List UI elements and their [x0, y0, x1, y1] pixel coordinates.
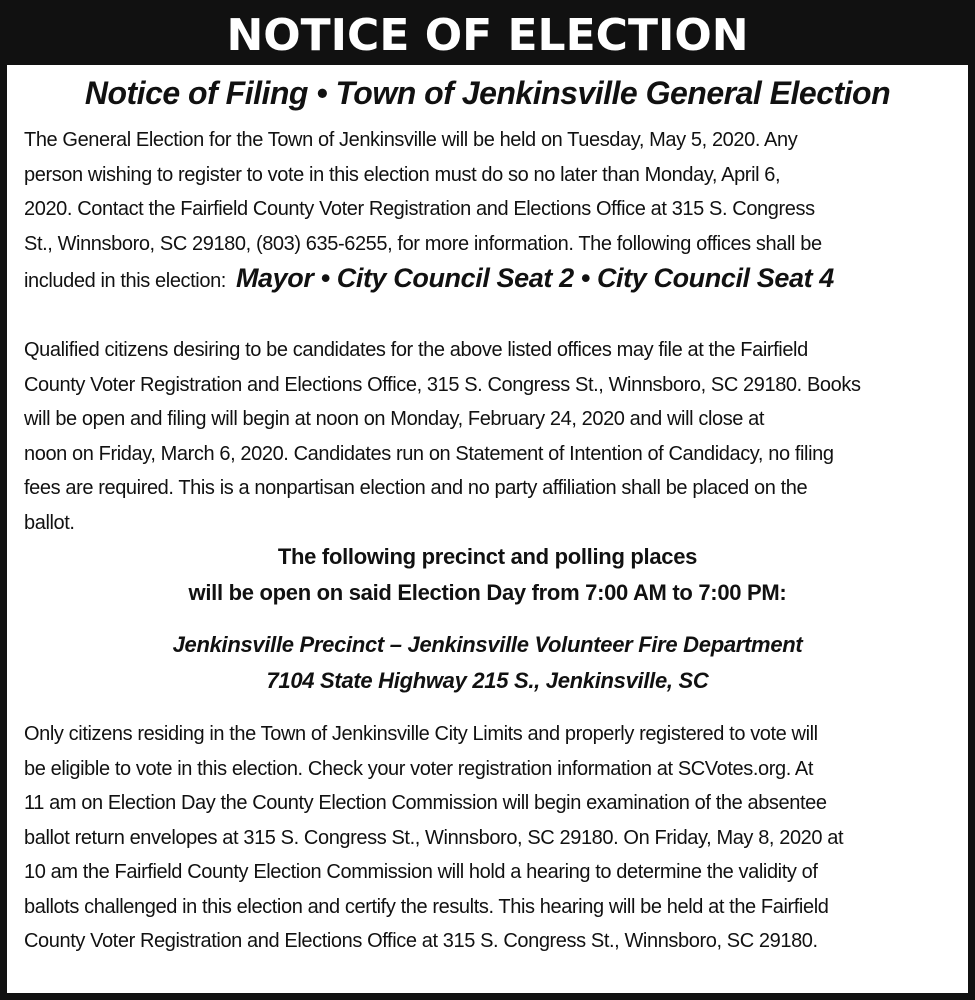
paragraph-line: St., Winnsboro, SC 29180, (803) 635-6255, for more information. The following offices shall be — [24, 232, 822, 255]
candidate-filing-paragraph — [24, 333, 959, 540]
paragraph-line: person wishing to register to vote in this election must do so no later than Monday, April 6, — [24, 163, 781, 186]
polling-hours — [7, 539, 968, 611]
precinct-address: 7104 State Highway 215 S., Jenkinsville, SC — [266, 668, 709, 693]
offices-list: Mayor • City Council Seat 2 • City Council Seat 4 — [235, 263, 834, 293]
paragraph-line: County Voter Registration and Elections Office, 315 S. Congress St., Winnsboro, SC 29180. Books — [24, 373, 861, 396]
paragraph-line: ballot return envelopes at 315 S. Congress St., Winnsboro, SC 29180. On Friday, May 8, 2020 at — [24, 826, 844, 849]
paragraph-line: Qualified citizens desiring to be candidates for the above listed offices may file at the Fairfield — [24, 339, 808, 361]
election-info-paragraph — [24, 123, 959, 299]
paragraph-line: ballot. — [24, 511, 75, 534]
polling-line-1: The following precinct and polling places — [277, 544, 698, 569]
precinct-location — [7, 627, 968, 699]
eligibility-paragraph — [24, 717, 959, 959]
offices-intro: included in this election: — [24, 270, 226, 292]
precinct-name: Jenkinsville Precinct – Jenkinsville Volunteer Fire Department — [172, 632, 803, 657]
paragraph-line: The General Election for the Town of Jenkinsville will be held on Tuesday, May 5, 2020. Any — [24, 129, 798, 151]
paragraph-line: noon on Friday, March 6, 2020. Candidates run on Statement of Intention of Candidacy, no filing — [24, 442, 834, 465]
paragraph-line: be eligible to vote in this election. Check your voter registration information at SCVotes.org. At — [24, 757, 814, 780]
paragraph-line: fees are required. This is a nonpartisan election and no party affiliation shall be placed on the — [24, 477, 808, 499]
paragraph-line: 11 am on Election Day the County Election Commission will begin examination of the absentee — [24, 792, 827, 814]
paragraph-line: 10 am the Fairfield County Election Commission will hold a hearing to determine the validity of — [24, 861, 818, 883]
paragraph-line: ballots challenged in this election and certify the results. This hearing will be held at the Fairfield — [24, 895, 829, 918]
polling-line-2: will be open on said Election Day from 7:00 AM to 7:00 PM: — [188, 580, 787, 605]
filing-subtitle: Notice of Filing • Town of Jenkinsville General Election — [84, 75, 891, 111]
paragraph-line: County Voter Registration and Elections Office at 315 S. Congress St., Winnsboro, SC 29180. — [24, 930, 818, 952]
paragraph-line: 2020. Contact the Fairfield County Voter Registration and Elections Office at 315 S. Congress — [24, 198, 815, 220]
paragraph-line: Only citizens residing in the Town of Jenkinsville City Limits and properly registered to vote will — [24, 723, 818, 745]
notice-title-bar — [7, 7, 968, 65]
offices-line — [24, 261, 959, 299]
paragraph-line: will be open and filing will begin at noon on Monday, February 24, 2020 and will close at — [24, 408, 765, 430]
notice-title: NOTICE OF ELECTION — [226, 10, 749, 61]
